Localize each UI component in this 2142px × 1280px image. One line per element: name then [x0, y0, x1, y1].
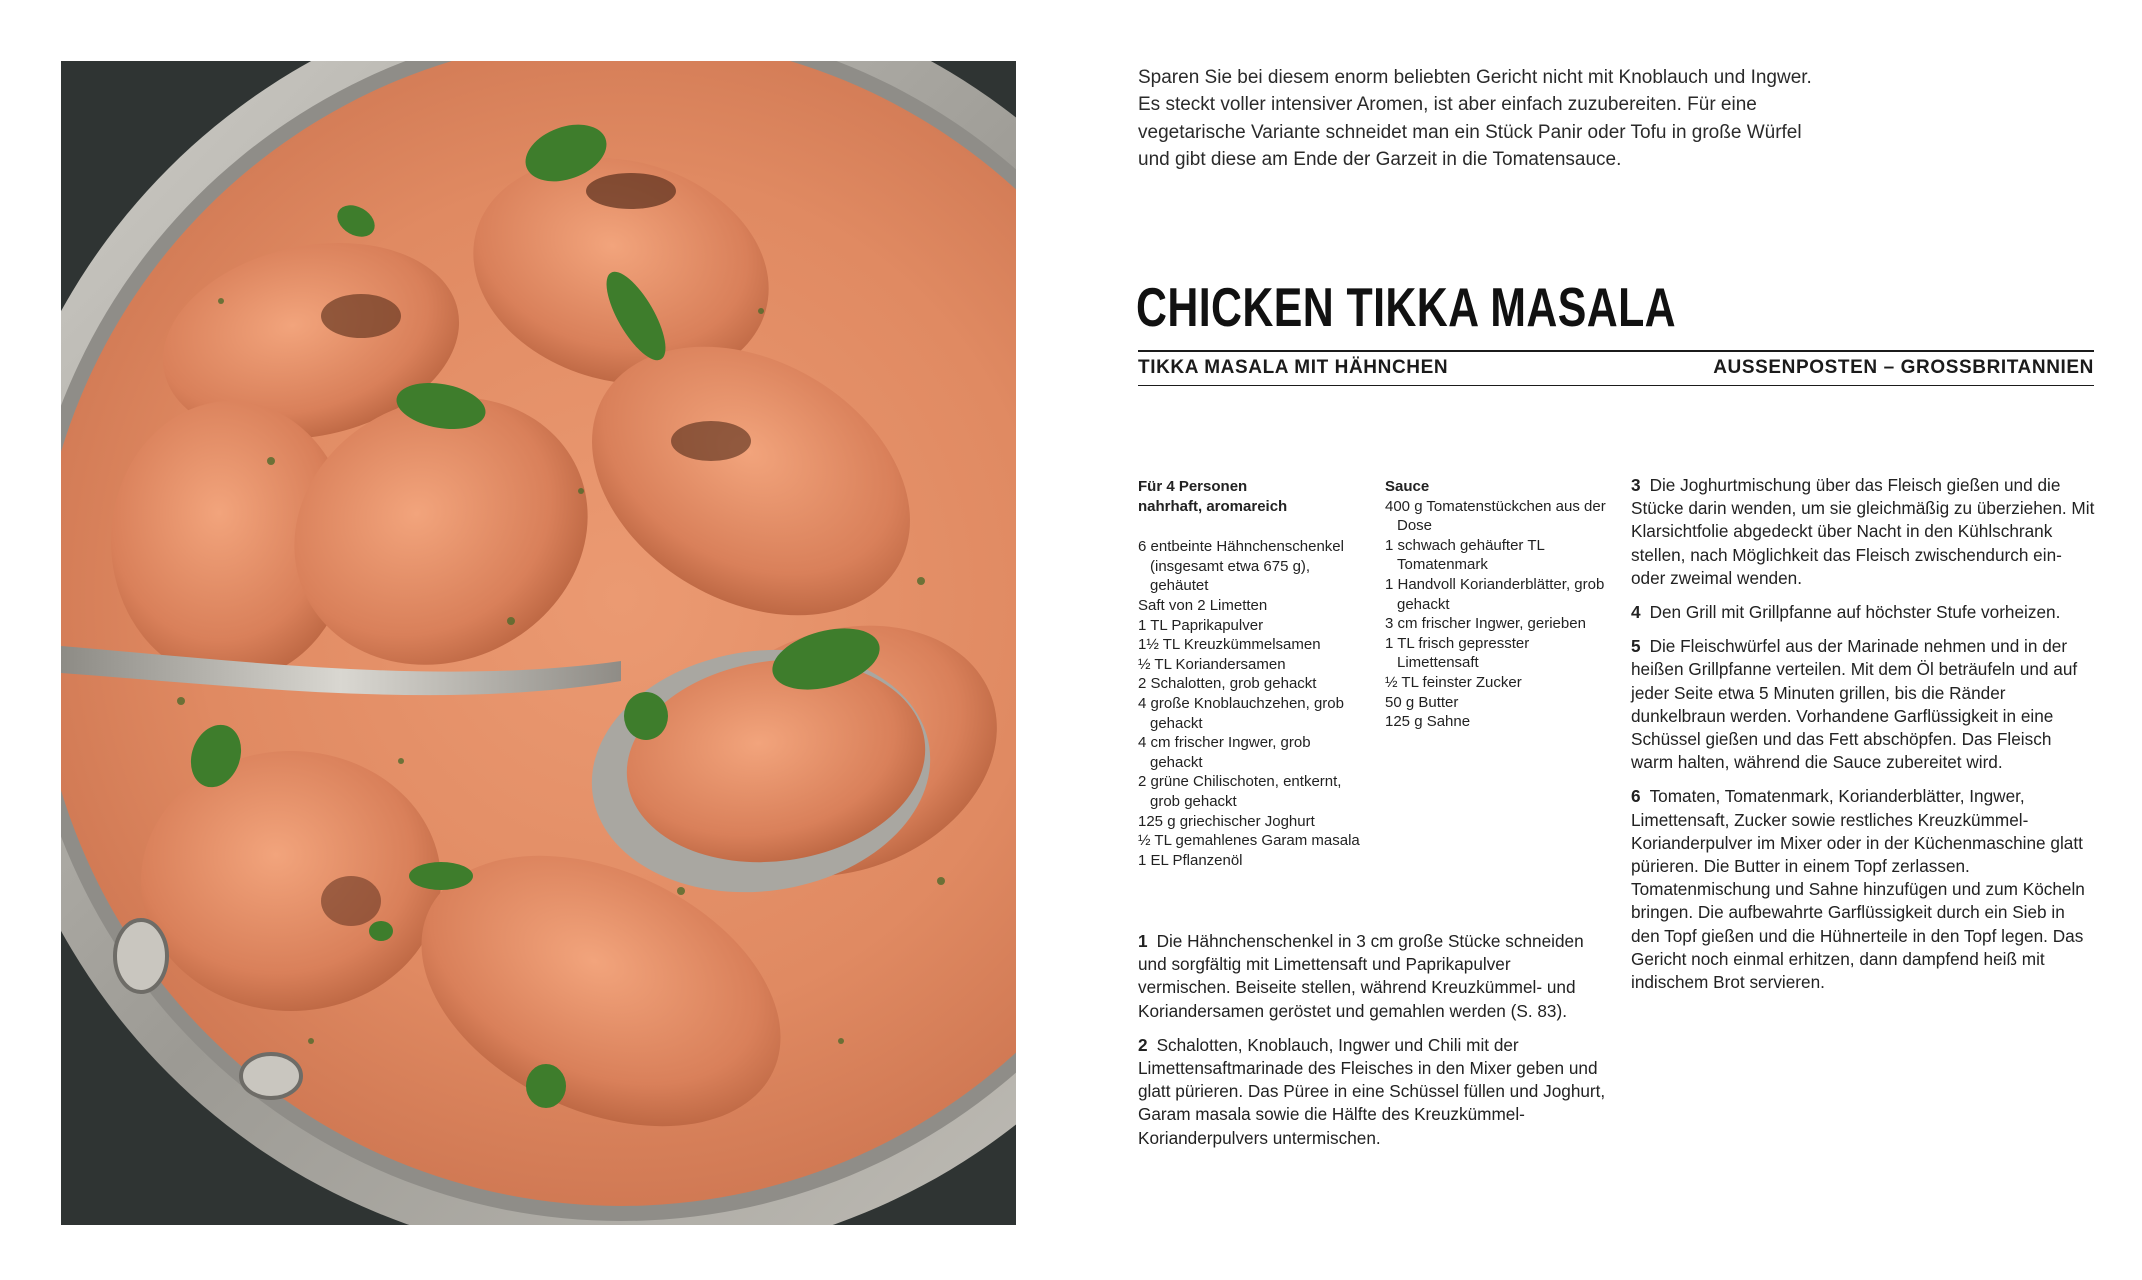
ingredients-column	[1138, 477, 1366, 870]
sauce-ingredient-item: 3 cm frischer Ingwer, gerieben	[1385, 615, 1586, 633]
ingredient-item: 1½ TL Kreuzkümmelsamen	[1138, 636, 1321, 654]
title-rule-bottom	[1138, 385, 2094, 386]
step-text: Tomaten, Tomatenmark, Korianderblätter, Ingwer, Limettensaft, Zucker sowie restliches Kreuzkümmel-Korianderpulver im Mixer oder in der Küchenmaschine glatt pürieren. Die Butter in einem Topf zerlassen. Tomatenmischung und Sahne hinzufügen und zum Köcheln bringen. Die aufbewahrte Garflüssigkeit durch ein Sieb in den Topf gießen und die Hühnerteile in den Topf legen. Das Gericht noch einmal erhitzen, dann dampfend heiß mit indischem Brot servieren.	[1631, 786, 2085, 993]
sauce-ingredient-item: 400 g Tomatenstückchen aus der Dose	[1385, 497, 1606, 535]
step-number: 4	[1631, 602, 1641, 623]
step-number: 5	[1631, 636, 1641, 657]
ingredient-item: ½ TL gemahlenes Garam masala	[1138, 832, 1360, 850]
sauce-column	[1385, 477, 1607, 732]
sauce-ingredient-item: 125 g Sahne	[1385, 713, 1471, 731]
ingredient-item: 2 Schalotten, grob gehackt	[1138, 675, 1317, 693]
ingredient-item: 4 cm frischer Ingwer, grob gehackt	[1138, 734, 1311, 771]
method-step	[1138, 930, 1608, 1023]
servings-label: Für 4 Personen	[1138, 478, 1248, 495]
recipe-title: CHICKEN TIKKA MASALA	[1136, 276, 1677, 338]
ingredient-item: 1 TL Paprikapulver	[1138, 616, 1264, 634]
step-text: Die Fleischwürfel aus der Marinade nehmen und in der heißen Grillpfanne verteilen. Mit dem Öl beträufeln und auf jeder Seite etwa 5 Minuten grillen, bis die Ränder dunkelbraun werden. Vorhandene Garflüssigkeit in eine Schüssel gießen und das Fett abschöpfen. Das Fleisch warm halten, während die Sauce zubereitet wird.	[1631, 636, 2078, 773]
sauce-ingredient-item: 50 g Butter	[1385, 693, 1459, 711]
step-text: Die Joghurtmischung über das Fleisch gießen und die Stücke darin wenden, um sie gleichmäßig zu überziehen. Mit Klarsichtfolie abgedeckt über Nacht in den Kühlschrank stellen, nach Möglichkeit das Fleisch zwischendurch ein- oder zweimal wenden.	[1631, 475, 2095, 588]
method-steps-right	[1631, 474, 2096, 1005]
ingredient-item: 2 grüne Chilischoten, entkernt, grob gehackt	[1138, 773, 1342, 810]
sauce-ingredient-item: 1 Handvoll Korianderblätter, grob gehackt	[1385, 575, 1605, 613]
sauce-ingredient-item: 1 TL frisch gepresster Limettensaft	[1385, 634, 1530, 672]
ingredient-item: 6 entbeinte Hähnchenschenkel (insgesamt etwa 675 g), gehäutet	[1138, 538, 1344, 595]
method-steps-left	[1138, 930, 1608, 1161]
ingredient-item: ½ TL Koriandersamen	[1138, 655, 1286, 673]
step-text: Schalotten, Knoblauch, Ingwer und Chili mit der Limettensaftmarinade des Fleisches in den Mixer geben und glatt pürieren. Das Püree in eine Schüssel füllen und Joghurt, Garam masala sowie die Hälfte des Kreuzkümmel-Korianderpulvers untermischen.	[1138, 1034, 1606, 1148]
step-number: 3	[1631, 475, 1641, 495]
step-number: 6	[1631, 786, 1641, 807]
step-number: 1	[1138, 931, 1148, 951]
character-label: nahrhaft, aromareich	[1138, 497, 1288, 515]
method-step	[1631, 601, 2096, 624]
ingredient-item: 1 EL Pflanzenöl	[1138, 851, 1243, 869]
method-step	[1138, 1034, 1608, 1150]
step-number: 2	[1138, 1034, 1148, 1055]
ingredient-item: Saft von 2 Limetten	[1138, 596, 1268, 614]
title-rule-top	[1138, 350, 2094, 352]
ingredient-item: 125 g griechischer Joghurt	[1138, 812, 1315, 830]
chicken-tikka-masala-photo-icon	[61, 61, 1016, 1225]
step-text: Den Grill mit Grillpfanne auf höchster Stufe vorheizen.	[1649, 602, 2061, 623]
recipe-subtitle: TIKKA MASALA MIT HÄHNCHEN	[1138, 357, 1449, 378]
step-text: Die Hähnchenschenkel in 3 cm große Stücke schneiden und sorgfältig mit Limettensaft und Paprikapulver vermischen. Beiseite stellen, während Kreuzkümmel- und Koriandersamen geröstet und gemahlen werden (S. 83).	[1138, 931, 1584, 1021]
method-step	[1631, 635, 2096, 774]
sauce-ingredient-item: ½ TL feinster Zucker	[1385, 673, 1522, 691]
sauce-ingredient-item: 1 schwach gehäufter TL Tomatenmark	[1385, 536, 1545, 574]
method-step	[1631, 474, 2096, 590]
sauce-heading: Sauce	[1385, 478, 1430, 495]
dish-photo	[61, 61, 1016, 1225]
intro-text: Sparen Sie bei diesem enorm beliebten Gericht nicht mit Knoblauch und Ingwer. Es steckt voller intensiver Aromen, ist aber einfach zuzubereiten. Für eine vegetarische Variante schneidet man ein Stück Panir oder Tofu in große Würfel und gibt diese am Ende der Garzeit in die Tomatensauce.	[1138, 67, 1812, 170]
ingredient-item: 4 große Knoblauchzehen, grob gehackt	[1138, 694, 1344, 732]
method-step	[1631, 785, 2096, 994]
recipe-region: AUSSENPOSTEN – GROSSBRITANNIEN	[1713, 357, 2094, 378]
